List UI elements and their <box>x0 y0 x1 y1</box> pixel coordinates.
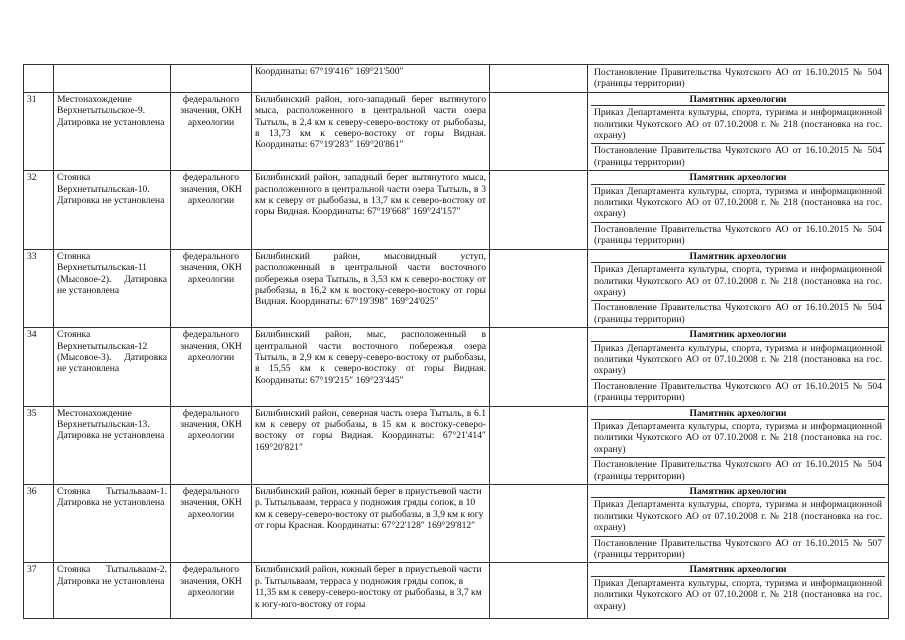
category-heading: Памятник археологии <box>591 329 885 341</box>
protection-status: федерального значения, ОКН археологии <box>171 485 252 563</box>
row-number: 37 <box>24 563 54 619</box>
object-name: Стоянка Верхнетытыльская-12 (Мысовое-3). Датировка не установлена <box>54 328 171 406</box>
documents-cell <box>588 249 889 327</box>
document-entry: Приказ Департамента культуры, спорта, туризма и информационной политики Чукотского АО от 07.10.2008 г. № 218 (постановка на гос. охрану) <box>594 499 882 534</box>
protection-status: федерального значения, ОКН археологии <box>171 563 252 619</box>
object-location: Билибинский район, южный берег в приустьевой части р. Тытыльваам, терраса у подножия гряды сопок, в 11,35 км к северу-северо-востоку от рыбобазы, в 3,7 км к югу-юго-востоку от горы <box>252 563 490 619</box>
object-location: Билибинский район, мысовидный уступ, расположенный в центральной части восточного побережья озера Тытыль, в 3,53 км к северо-востоку от рыбобазы, в 16,2 км к востоку-северо-востоку от горы Видная. Координаты: 67°19'398″ 169°24'025″ <box>252 249 490 327</box>
table-row <box>24 65 889 93</box>
object-location: Координаты: 67°19'416″ 169°21'500″ <box>252 65 490 93</box>
table-row <box>24 563 889 619</box>
row-number <box>24 65 54 93</box>
documents-cell <box>588 328 889 406</box>
document-entry: Постановление Правительства Чукотского АО от 16.10.2015 № 504 (границы территории) <box>591 300 885 327</box>
row-number: 35 <box>24 406 54 484</box>
category-heading: Памятник археологии <box>591 408 885 420</box>
object-location: Билибинский район, северная часть озера Тытыль, в 6.1 км к северу от рыбобазы, в 15 км к востоку-северо-востоку от горы Видная. Координаты: 67°21'414″ 169°20'821″ <box>252 406 490 484</box>
empty-cell <box>490 249 588 327</box>
monuments-table-body <box>24 65 889 619</box>
object-name: Стоянка Тытыльваам-2. Датировка не установлена <box>54 563 171 619</box>
monuments-table <box>23 64 889 619</box>
document-entry: Постановление Правительства Чукотского АО от 16.10.2015 № 504 (границы территории) <box>591 222 885 249</box>
table-row <box>24 171 889 249</box>
document-entry: Приказ Департамента культуры, спорта, туризма и информационной политики Чукотского АО от 07.10.2008 г. № 218 (постановка на гос. охрану) <box>594 420 882 455</box>
object-name: Стоянка Верхнетытыльская-11 (Мысовое-2). Датировка не установлена <box>54 249 171 327</box>
protection-status: федерального значения, ОКН археологии <box>171 249 252 327</box>
table-row <box>24 328 889 406</box>
table-row <box>24 485 889 563</box>
empty-cell <box>490 65 588 93</box>
table-row <box>24 92 889 170</box>
object-name: Местонахождение Верхнетытыльское-9. Датировка не установлена <box>54 92 171 170</box>
protection-status: федерального значения, ОКН археологии <box>171 328 252 406</box>
protection-status: федерального значения, ОКН археологии <box>171 92 252 170</box>
empty-cell <box>490 92 588 170</box>
document-entry: Постановление Правительства Чукотского АО от 16.10.2015 № 504 (границы территории) <box>594 67 882 90</box>
protection-status <box>171 65 252 93</box>
category-heading: Памятник археологии <box>591 486 885 498</box>
object-location: Билибинский район, юго-западный берег вытянутого мыса, расположенного в центральной части озера Тытыль, в 2,4 км к северу-северо-востоку от рыбобазы, в 13,73 км к северо-востоку от горы Видная. Координаты: 67°19'283″ 169°20'861″ <box>252 92 490 170</box>
category-heading: Памятник археологии <box>591 94 885 106</box>
protection-status: федерального значения, ОКН археологии <box>171 171 252 249</box>
table-row <box>24 406 889 484</box>
object-location: Билибинский район, западный берег вытянутого мыса, расположенного в центральной части озера Тытыль, в 3 км к северу от рыбобазы, в 13,7 км к северо-востоку от горы Видная. Координаты: 67°19'668″ 169°24'157″ <box>252 171 490 249</box>
object-name: Местонахождение Верхнетытыльская-13. Датировка не установлена <box>54 406 171 484</box>
document-entry: Приказ Департамента культуры, спорта, туризма и информационной политики Чукотского АО от 07.10.2008 г. № 218 (постановка на гос. охрану) <box>594 185 882 220</box>
object-name: Стоянка Тытыльваам-1. Датировка не установлена <box>54 485 171 563</box>
object-name: Стоянка Верхнетытыльская-10. Датировка не установлена <box>54 171 171 249</box>
empty-cell <box>490 328 588 406</box>
document-entry: Приказ Департамента культуры, спорта, туризма и информационной политики Чукотского АО от 07.10.2008 г. № 218 (постановка на гос. охрану) <box>594 107 882 142</box>
documents-cell <box>588 563 889 619</box>
row-number: 32 <box>24 171 54 249</box>
documents-cell <box>588 65 889 93</box>
object-name <box>54 65 171 93</box>
document-entry: Приказ Департамента культуры, спорта, туризма и информационной политики Чукотского АО от 07.10.2008 г. № 218 (постановка на гос. охрану) <box>594 577 882 612</box>
empty-cell <box>490 563 588 619</box>
document-entry: Постановление Правительства Чукотского АО от 16.10.2015 № 504 (границы территории) <box>591 143 885 170</box>
empty-cell <box>490 406 588 484</box>
row-number: 33 <box>24 249 54 327</box>
table-row <box>24 249 889 327</box>
category-heading: Памятник археологии <box>591 251 885 263</box>
documents-cell <box>588 92 889 170</box>
empty-cell <box>490 171 588 249</box>
protection-status: федерального значения, ОКН археологии <box>171 406 252 484</box>
document-entry: Постановление Правительства Чукотского АО от 16.10.2015 № 504 (границы территории) <box>591 379 885 406</box>
documents-cell <box>588 406 889 484</box>
category-heading: Памятник археологии <box>591 564 885 576</box>
object-location: Билибинский район, мыс, расположенный в центральной части восточного побережья озера Тытыль, в 2,9 км к северу-северо-востоку от рыбобазы, в 15,55 км к северо-востоку от горы Видная. Координаты: 67°19'215″ 169°23'445″ <box>252 328 490 406</box>
row-number: 36 <box>24 485 54 563</box>
documents-cell <box>588 485 889 563</box>
documents-cell <box>588 171 889 249</box>
category-heading: Памятник археологии <box>591 172 885 184</box>
document-entry: Постановление Правительства Чукотского АО от 16.10.2015 № 507 (границы территории) <box>591 536 885 563</box>
document-entry: Приказ Департамента культуры, спорта, туризма и информационной политики Чукотского АО от 07.10.2008 г. № 218 (постановка на гос. охрану) <box>594 264 882 298</box>
row-number: 31 <box>24 92 54 170</box>
object-location: Билибинский район, южный берег в приустьевой части р. Тытыльваам, терраса у подножия гряды сопок, в 10 км к северу-северо-востоку от рыбобазы, в 3,9 км к югу от горы Красная. Координаты: 67°22'128″ 169°29'812″ <box>252 485 490 563</box>
empty-cell <box>490 485 588 563</box>
document-entry: Постановление Правительства Чукотского АО от 16.10.2015 № 504 (границы территории) <box>591 457 885 484</box>
row-number: 34 <box>24 328 54 406</box>
document-entry: Приказ Департамента культуры, спорта, туризма и информационной политики Чукотского АО от 07.10.2008 г. № 218 (постановка на гос. охрану) <box>594 342 882 377</box>
